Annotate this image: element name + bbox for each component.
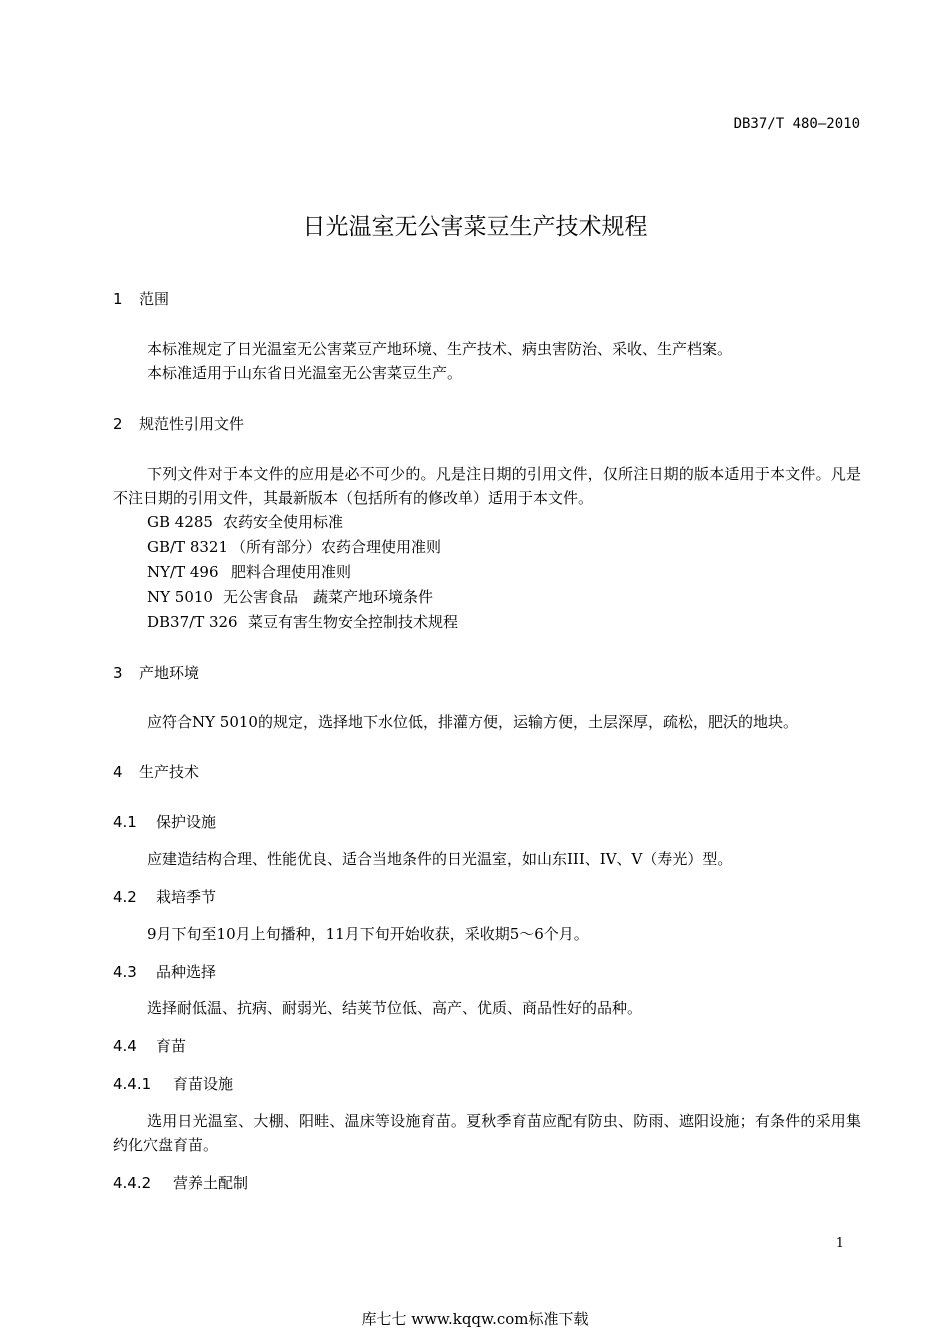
paragraph: 9月下旬至10月上旬播种，11月下旬开始收获，采收期5～6个月。: [147, 925, 589, 943]
section-title: 育苗: [156, 1037, 187, 1055]
page-number: 1: [835, 1236, 844, 1251]
reference-code: NY/T 496: [147, 563, 219, 581]
standard-code: DB37/T 480—2010: [733, 116, 860, 132]
section-4-3-heading: [113, 961, 216, 982]
section-4-4-heading: [113, 1035, 186, 1056]
section-title: 栽培季节: [156, 888, 217, 906]
paragraph: 本标准适用于山东省日光温室无公害菜豆生产。: [147, 364, 463, 382]
section-number: 4: [113, 763, 123, 781]
reference-code: DB37/T 326: [147, 613, 238, 631]
section-title: 营养土配制: [173, 1174, 249, 1192]
section-title: 品种选择: [156, 963, 217, 981]
section-number: 2: [113, 415, 123, 433]
section-4-4-2-heading: [113, 1172, 248, 1193]
paragraph: 选择耐低温、抗病、耐弱光、结荚节位低、高产、优质、商品性好的品种。: [147, 999, 643, 1017]
reference-title: 肥料合理使用准则: [231, 563, 352, 581]
paragraph: 应建造结构合理、性能优良、适合当地条件的日光温室，如山东III、IV、V（寿光）型。: [147, 850, 733, 868]
reference-title: （所有部分）农药合理使用准则: [231, 538, 442, 556]
section-3-heading: [113, 662, 199, 683]
section-title: 范围: [139, 290, 170, 308]
section-number: 4.4.1: [113, 1075, 152, 1093]
section-number: 1: [113, 290, 123, 308]
section-number: 4.3: [113, 963, 137, 981]
reference-item: [147, 611, 458, 632]
paragraph: 应符合NY 5010的规定，选择地下水位低，排灌方便，运输方便，土层深厚，疏松，肥沃的地块。: [147, 713, 798, 731]
paragraph: 下列文件对于本文件的应用是必不可少的。凡是注日期的引用文件，仅所注日期的版本适用于本文件。凡是不注日期的引用文件，其最新版本（包括所有的修改单）适用于本文件。: [113, 465, 861, 507]
section-title: 产地环境: [139, 664, 200, 682]
reference-item: [147, 561, 351, 582]
reference-code: GB 4285: [147, 513, 213, 531]
paragraph: 选用日光温室、大棚、阳畦、温床等设施育苗。夏秋季育苗应配有防虫、防雨、遮阳设施；有条件的采用集约化穴盘育苗。: [113, 1112, 861, 1154]
section-4-4-1-heading: [113, 1073, 233, 1094]
document-title: 日光温室无公害菜豆生产技术规程: [302, 214, 648, 240]
reference-code: NY 5010: [147, 588, 213, 606]
section-title: 保护设施: [156, 813, 217, 831]
reference-item: [147, 586, 433, 607]
section-1-heading: [113, 288, 169, 309]
section-2-heading: [113, 413, 244, 434]
section-title: 规范性引用文件: [139, 415, 245, 433]
section-number: 4.2: [113, 888, 137, 906]
section-4-2-heading: [113, 886, 216, 907]
section-number: 4.1: [113, 813, 137, 831]
section-number: 4.4: [113, 1037, 137, 1055]
reference-title: 菜豆有害生物安全控制技术规程: [248, 613, 459, 631]
section-number: 3: [113, 664, 123, 682]
section-title: 生产技术: [139, 763, 200, 781]
reference-code: GB/T 8321: [147, 538, 229, 556]
section-title: 育苗设施: [173, 1075, 234, 1093]
reference-title: 无公害食品 蔬菜产地环境条件: [223, 588, 434, 606]
section-number: 4.4.2: [113, 1174, 152, 1192]
reference-item: [147, 511, 343, 532]
reference-title: 农药安全使用标准: [223, 513, 344, 531]
paragraph: 本标准规定了日光温室无公害菜豆产地环境、生产技术、病虫害防治、采收、生产档案。: [147, 340, 733, 358]
section-4-heading: [113, 761, 199, 782]
footer-watermark[interactable]: 库七七 www.kqqw.com标准下载: [361, 1310, 589, 1328]
reference-item: [147, 536, 441, 557]
section-4-1-heading: [113, 811, 216, 832]
